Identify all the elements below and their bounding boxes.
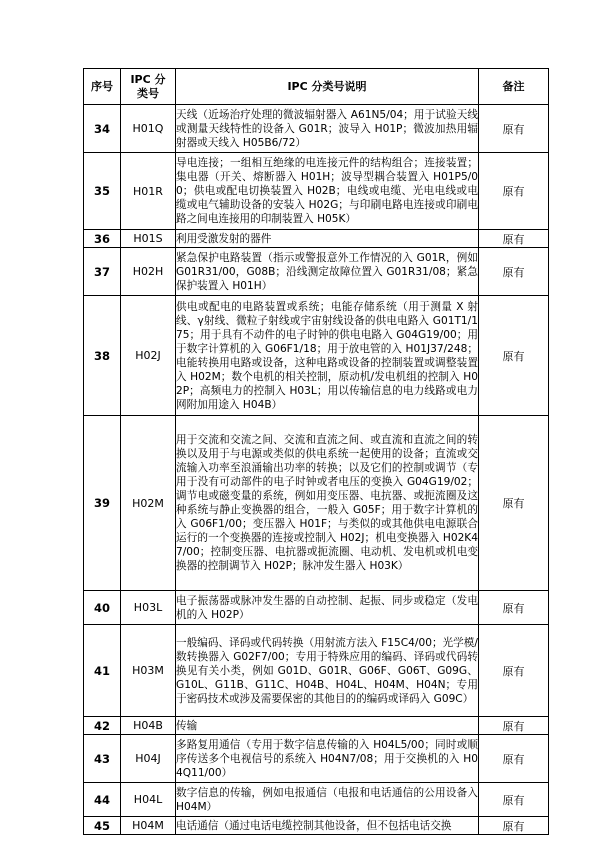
row-serial-number: 45 xyxy=(84,817,121,835)
table-row xyxy=(84,230,549,248)
row-serial-number: 42 xyxy=(84,717,121,735)
row-note: 原有 xyxy=(479,230,549,248)
table-row xyxy=(84,105,549,153)
row-note: 原有 xyxy=(479,625,549,717)
row-note: 原有 xyxy=(479,783,549,817)
table-row xyxy=(84,296,549,416)
row-ipc-description: 电子振荡器或脉冲发生器的自动控制、起振、同步或稳定（发电机的入 H02P） xyxy=(176,591,479,625)
table-row xyxy=(84,817,549,835)
table-row xyxy=(84,625,549,717)
row-ipc-description: 利用受激发射的器件 xyxy=(176,230,479,248)
row-serial-number: 34 xyxy=(84,105,121,153)
row-ipc-code: H04B xyxy=(121,717,176,735)
table-row xyxy=(84,153,549,230)
row-serial-number: 37 xyxy=(84,248,121,296)
row-note: 原有 xyxy=(479,105,549,153)
row-ipc-code: H01S xyxy=(121,230,176,248)
row-note: 原有 xyxy=(479,416,549,591)
row-ipc-description: 数字信息的传输，例如电报通信（电报和电话通信的公用设备入 H04M） xyxy=(176,783,479,817)
ipc-classification-table xyxy=(83,68,549,835)
row-ipc-code: H04J xyxy=(121,735,176,783)
table-row xyxy=(84,717,549,735)
row-note: 原有 xyxy=(479,296,549,416)
row-ipc-description: 紧急保护电路装置（指示或警报意外工作情况的入 G01R，例如 G01R31/00，G08B；沿线测定故障位置入 G01R31/08；紧急保护装置入 H01H） xyxy=(176,248,479,296)
row-note: 原有 xyxy=(479,153,549,230)
row-ipc-code: H02J xyxy=(121,296,176,416)
row-ipc-description: 导电连接；一组相互绝缘的电连接元件的结构组合；连接装置；集电器（开关、熔断器入 H01H；波导型耦合装置入 H01P5/00；供电或配电切换装置入 H02B；电线或电缆、光电电线或电缆或电气辅助设备的安装入 H02G；与印刷电路电连接或印刷电路之间电连接用的印制装置入 H05K） xyxy=(176,153,479,230)
table-row xyxy=(84,416,549,591)
header-ipc-description: IPC 分类号说明 xyxy=(176,69,479,105)
row-note: 原有 xyxy=(479,248,549,296)
row-serial-number: 39 xyxy=(84,416,121,591)
row-ipc-code: H03M xyxy=(121,625,176,717)
table-row xyxy=(84,783,549,817)
row-ipc-code: H03L xyxy=(121,591,176,625)
row-serial-number: 40 xyxy=(84,591,121,625)
row-note: 原有 xyxy=(479,735,549,783)
row-serial-number: 43 xyxy=(84,735,121,783)
row-ipc-code: H02M xyxy=(121,416,176,591)
table-header-row xyxy=(84,69,549,105)
row-ipc-code: H01Q xyxy=(121,105,176,153)
row-ipc-description: 传输 xyxy=(176,717,479,735)
row-note: 原有 xyxy=(479,817,549,835)
row-serial-number: 35 xyxy=(84,153,121,230)
row-ipc-description: 电话通信（通过电话电缆控制其他设备，但不包括电话交换 xyxy=(176,817,479,835)
table-row xyxy=(84,591,549,625)
header-note: 备注 xyxy=(479,69,549,105)
row-serial-number: 41 xyxy=(84,625,121,717)
row-ipc-description: 一般编码、译码或代码转换（用射流方法入 F15C4/00；光学模/数转换器入 G02F7/00；专用于特殊应用的编码、译码或代码转换见有关小类，例如 G01D、G01R、G06F、G06T、G09G、G10L、G11B、G11C、H04B、H04L、H04M、H04N；专用于密码技术或涉及需要保密的其他目的的编码或译码入 G09C） xyxy=(176,625,479,717)
header-ipc-code: IPC 分类号 xyxy=(121,69,176,105)
row-ipc-code: H04L xyxy=(121,783,176,817)
row-serial-number: 44 xyxy=(84,783,121,817)
row-ipc-description: 多路复用通信（专用于数字信息传输的入 H04L5/00；同时或顺序传送多个电视信号的系统入 H04N7/08；用于交换机的入 H04Q11/00） xyxy=(176,735,479,783)
row-serial-number: 36 xyxy=(84,230,121,248)
row-note: 原有 xyxy=(479,591,549,625)
row-ipc-code: H04M xyxy=(121,817,176,835)
header-serial-number: 序号 xyxy=(84,69,121,105)
row-ipc-code: H01R xyxy=(121,153,176,230)
row-ipc-code: H02H xyxy=(121,248,176,296)
row-ipc-description: 用于交流和交流之间、交流和直流之间、或直流和直流之间的转换以及用于与电源或类似的供电系统一起使用的设备；直流或交流输入功率至浪涌输出功率的转换；以及它们的控制或调节（专用于没有可动部件的电子时钟或者电压的变换入 G04G19/02；调节电或磁变量的系统，例如用变压器、电抗器、或扼流圈及这种系统与静止变换器的组合，一般入 G05F；用于数字计算机的入 G06F1/00；变压器入 H01F；与类似的或其他供电电源联合运行的一个变换器的连接或控制入 H02J；机电变换器入 H02K47/00；控制变压器、电抗器或扼流圈、电动机、发电机或机电变换器的控制调节入 H02P；脉冲发生器入 H03K） xyxy=(176,416,479,591)
row-serial-number: 38 xyxy=(84,296,121,416)
row-note: 原有 xyxy=(479,717,549,735)
row-ipc-description: 天线（近场治疗处理的微波辐射器入 A61N5/04；用于试验天线或测量天线特性的设备入 G01R；波导入 H01P；微波加热用辐射器或天线入 H05B6/72） xyxy=(176,105,479,153)
table-row xyxy=(84,735,549,783)
row-ipc-description: 供电或配电的电路装置或系统；电能存储系统（用于测量 X 射线、γ射线、微粒子射线或宇宙射线设备的供电电路入 G01T1/175；用于具有不动件的电子时钟的供电电路入 G04G19/00；用于数字计算机的入 G06F1/18；用于放电管的入 H01J37/248；电能转换用电路或设备，这种电路或设备的控制装置或调整装置入 H02M；数个电机的相关控制，原动机/发电机组的控制入 H02P；高频电力的控制入 H03L；用以传输信息的电力线路或电力网附加用途入 H04B） xyxy=(176,296,479,416)
table-row xyxy=(84,248,549,296)
